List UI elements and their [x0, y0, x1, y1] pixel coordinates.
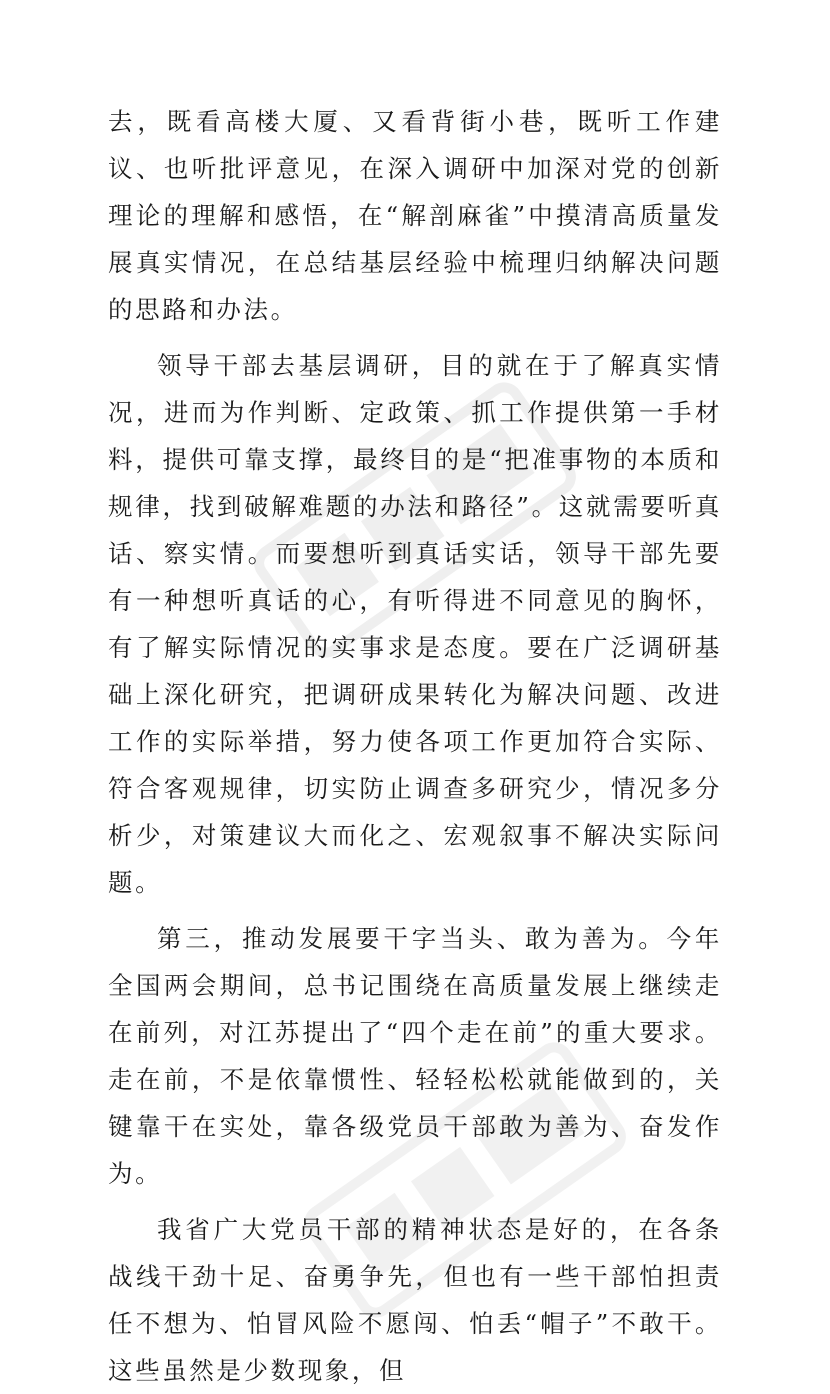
paragraph-continuation: 去，既看高楼大厦、又看背街小巷，既听工作建议、也听批评意见，在深入调研中加深对党的创新理论的理解和感悟，在“解剖麻雀”中摸清高质量发展真实情况，在总结基层经验中梳理归纳解决问题的思路和办法。 [108, 107, 722, 324]
paragraph-cadre-spirit: 我省广大党员干部的精神状态是好的，在各条战线干劲十足、奋勇争先，但也有一些干部怕担责任不想为、怕冒风险不愿闯、怕丢“帽子”不敢干。这些虽然是少数现象，但 [108, 1215, 722, 1385]
paragraph-third-point: 第三，推动发展要干字当头、敢为善为。今年全国两会期间，总书记围绕在高质量发展上继续走在前列，对江苏提出了“四个走在前”的重大要求。走在前，不是依靠惯性、轻轻松松就能做到的，关键靠干在实处，靠各级党员干部敢为善为、奋发作为。 [108, 924, 722, 1188]
paragraph-research-purpose: 领导干部去基层调研，目的就在于了解真实情况，进而为作判断、定政策、抓工作提供第一手材料，提供可靠支撑，最终目的是“把准事物的本质和规律，找到破解难题的办法和路径”。这就需要听真话、察实情。而要想听到真话实话，领导干部先要有一种想听真话的心，有听得进不同意见的胸怀，有了解实际情况的实事求是态度。要在广泛调研基础上深化研究，把调研成果转化为解决问题、改进工作的实际举措，努力使各项工作更加符合实际、符合客观规律，切实防止调查多研究少，情况多分析少，对策建议大而化之、宏观叙事不解决实际问题。 [108, 351, 722, 897]
document-body [108, 98, 722, 1394]
